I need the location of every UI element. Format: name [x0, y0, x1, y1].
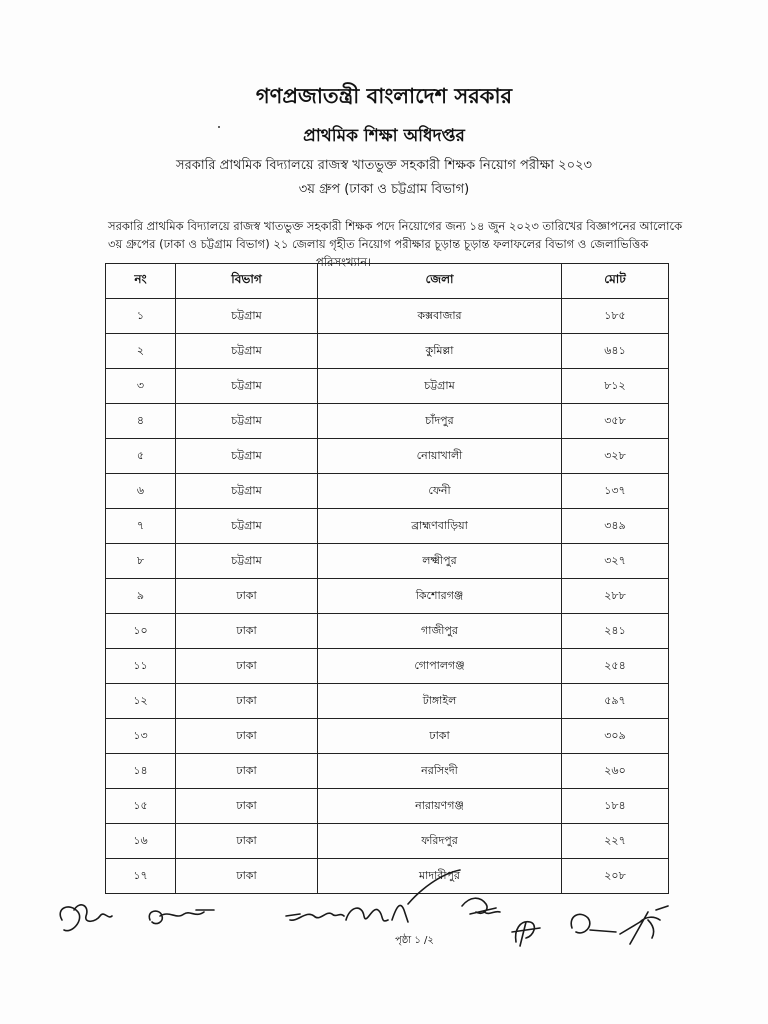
cell-district: ঢাকা [318, 719, 562, 754]
table-row [106, 299, 669, 334]
cell-division: চট্টগ্রাম [176, 404, 318, 439]
cell-serial: ৭ [106, 509, 176, 544]
cell-serial: ২ [106, 334, 176, 369]
cell-total: ৩২৮ [562, 439, 669, 474]
table-row [106, 474, 669, 509]
cell-serial: ১৭ [106, 859, 176, 894]
signature-6 [571, 906, 668, 944]
cell-district: নারায়ণগঞ্জ [318, 789, 562, 824]
intro-line-2: ৩য় গ্রুপের (ঢাকা ও চট্টগ্রাম বিভাগ) ২১ জেলায় গৃহীত নিয়োগ পরীক্ষার চূড়ান্ত চূড়ান্ত ফলাফলের বিভাগ ও জেলাভিত্তিক [108, 237, 649, 251]
cell-division: চট্টগ্রাম [176, 544, 318, 579]
cell-district: চাঁদপুর [318, 404, 562, 439]
cell-district: কুমিল্লা [318, 334, 562, 369]
government-title: গণপ্রজাতন্ত্রী বাংলাদেশ সরকার [255, 84, 513, 108]
cell-total: ২৬০ [562, 754, 669, 789]
cell-total: ১৮৪ [562, 789, 669, 824]
cell-division: ঢাকা [176, 789, 318, 824]
table-row [106, 684, 669, 719]
header-serial: নং [106, 264, 176, 299]
table-row [106, 404, 669, 439]
cell-serial: ১৪ [106, 754, 176, 789]
table-row [106, 789, 669, 824]
cell-district: মাদারীপুর [318, 859, 562, 894]
cell-district: গাজীপুর [318, 614, 562, 649]
table-row [106, 334, 669, 369]
signatures [0, 850, 768, 960]
cell-district: চট্টগ্রাম [318, 369, 562, 404]
cell-total: ২০৮ [562, 859, 669, 894]
table-row [106, 614, 669, 649]
cell-total: ১৩৭ [562, 474, 669, 509]
table-row [106, 544, 669, 579]
cell-total: ১৮৫ [562, 299, 669, 334]
cell-total: ২৪১ [562, 614, 669, 649]
cell-total: ৫৯৭ [562, 684, 669, 719]
cell-district: গোপালগঞ্জ [318, 649, 562, 684]
cell-district: লক্ষ্মীপুর [318, 544, 562, 579]
directorate-title: প্রাথমিক শিক্ষা অধিদপ্তর [303, 126, 465, 146]
table-row [106, 439, 669, 474]
cell-district: ব্রাহ্মণবাড়িয়া [318, 509, 562, 544]
signature-3 [286, 870, 460, 922]
results-table [105, 263, 669, 894]
cell-district: ফেনী [318, 474, 562, 509]
exam-title: সরকারি প্রাথমিক বিদ্যালয়ে রাজস্ব খাতভুক্ত সহকারী শিক্ষক নিয়োগ পরীক্ষা ২০২৩ [176, 158, 592, 173]
cell-total: ২৫৪ [562, 649, 669, 684]
cell-total: ৩৫৮ [562, 404, 669, 439]
cell-district: কক্সবাজার [318, 299, 562, 334]
cell-division: ঢাকা [176, 684, 318, 719]
cell-division: ঢাকা [176, 719, 318, 754]
table-row [106, 754, 669, 789]
cell-serial: ৯ [106, 579, 176, 614]
signature-5 [512, 922, 540, 946]
cell-district: নোয়াখালী [318, 439, 562, 474]
header-district: জেলা [318, 264, 562, 299]
cell-division: চট্টগ্রাম [176, 439, 318, 474]
signature-2 [149, 910, 214, 924]
cell-serial: ৩ [106, 369, 176, 404]
cell-division: ঢাকা [176, 579, 318, 614]
cell-serial: ১১ [106, 649, 176, 684]
cell-division: ঢাকা [176, 649, 318, 684]
cell-serial: ৮ [106, 544, 176, 579]
cell-serial: ১ [106, 299, 176, 334]
cell-division: চট্টগ্রাম [176, 369, 318, 404]
table-row [106, 649, 669, 684]
cell-serial: ৪ [106, 404, 176, 439]
cell-district: কিশোরগঞ্জ [318, 579, 562, 614]
group-title: ৩য় গ্রুপ (ঢাকা ও চট্টগ্রাম বিভাগ) [298, 182, 470, 197]
cell-district: টাঙ্গাইল [318, 684, 562, 719]
table-row [106, 369, 669, 404]
cell-total: ৩০৯ [562, 719, 669, 754]
cell-division: চট্টগ্রাম [176, 334, 318, 369]
cell-division: ঢাকা [176, 614, 318, 649]
cell-total: ৮১২ [562, 369, 669, 404]
cell-division: ঢাকা [176, 859, 318, 894]
table-header-row [106, 264, 669, 299]
signature-4 [462, 898, 500, 914]
cell-division: চট্টগ্রাম [176, 299, 318, 334]
intro-line-3: পরিসংখ্যান। [316, 255, 372, 269]
cell-division: ঢাকা [176, 824, 318, 859]
header-division: বিভাগ [176, 264, 318, 299]
cell-division: চট্টগ্রাম [176, 509, 318, 544]
cell-division: চট্টগ্রাম [176, 474, 318, 509]
cell-division: ঢাকা [176, 754, 318, 789]
signature-1 [60, 905, 112, 931]
cell-total: ৩৪৯ [562, 509, 669, 544]
cell-serial: ১৫ [106, 789, 176, 824]
cell-serial: ১২ [106, 684, 176, 719]
cell-serial: ১৩ [106, 719, 176, 754]
cell-serial: ৬ [106, 474, 176, 509]
table-body [106, 299, 669, 894]
table-row [106, 579, 669, 614]
table-row [106, 509, 669, 544]
cell-district: ফরিদপুর [318, 824, 562, 859]
intro-line-1: সরকারি প্রাথমিক বিদ্যালয়ে রাজস্ব খাতভুক্ত সহকারী শিক্ষক পদে নিয়োগের জন্য ১৪ জুন ২০২৩ তারিখের বিজ্ঞাপনের আলোকে [108, 219, 683, 233]
cell-total: ২৮৮ [562, 579, 669, 614]
cell-district: নরসিংদী [318, 754, 562, 789]
cell-serial: ৫ [106, 439, 176, 474]
table-row [106, 719, 669, 754]
cell-serial: ১০ [106, 614, 176, 649]
cell-total: ২২৭ [562, 824, 669, 859]
header-total: মোট [562, 264, 669, 299]
cell-serial: ১৬ [106, 824, 176, 859]
cell-total: ৬৪১ [562, 334, 669, 369]
page-number: পৃষ্ঠা ১ /২ [395, 935, 434, 946]
cell-total: ৩২৭ [562, 544, 669, 579]
